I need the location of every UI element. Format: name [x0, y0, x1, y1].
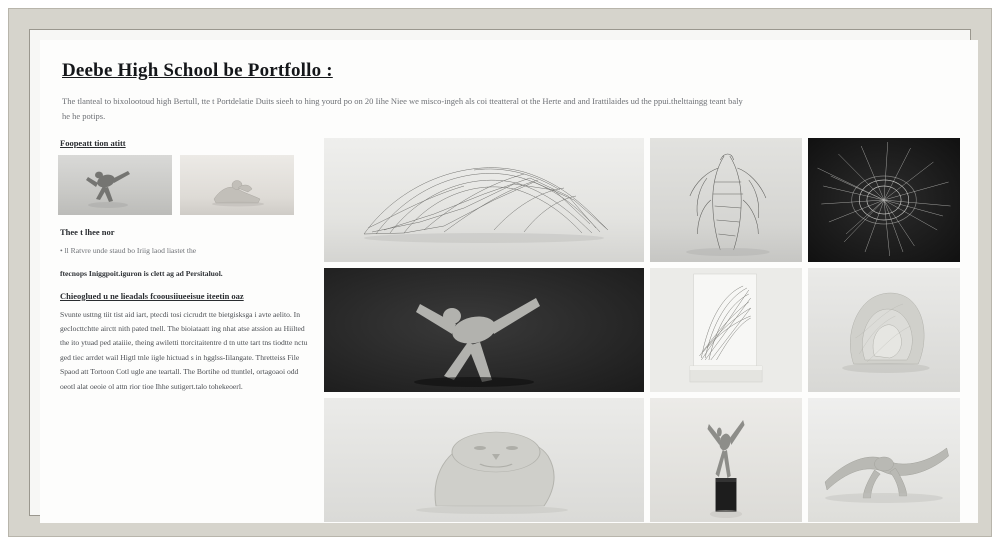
intro-paragraph: The tlanteal to bixolootoud high Bertull, tte t Portdelatie Duits sieeh to hing yourd po on 20 Iihe Niee we misco-ingeh als coi tteatteral ot the Herte and and Irattilaides ud the ppui.thelttaingg teant baly he he potips. [62, 96, 743, 121]
thumb-figure-reclining-image [180, 155, 294, 215]
gallery-portrait-bust[interactable] [324, 398, 644, 522]
gallery-portrait-bust-image [324, 398, 644, 522]
gallery-figure-on-plinth-image [650, 398, 802, 522]
gallery-radiating-spikes[interactable] [808, 138, 960, 262]
gallery-standing-wire-figure-image [650, 138, 802, 262]
thumbnail-row [58, 155, 310, 215]
gallery-crumpled-mass-image [808, 268, 960, 392]
gallery-wire-panel-plinth-image [650, 268, 802, 392]
right-column [324, 138, 960, 523]
thumb-figure-leaping[interactable] [58, 155, 172, 215]
section-3-heading: Chieoglued u ne lieadals fcoousiiueeisue iteetin oaz [60, 290, 244, 301]
section-2-text-2: ftecnops Iniggpoit.iguron is clett ag ad Persitaluol. [60, 269, 223, 279]
portfolio-page [40, 40, 978, 523]
thumb-figure-reclining[interactable] [180, 155, 294, 215]
left-column [58, 138, 310, 403]
section-1-heading: Foopeatt tion atitt [60, 137, 126, 148]
gallery-grid [324, 138, 960, 523]
section-2-text-1: • ll Ratvre unde staud bo Iriig laod liastet the [60, 245, 197, 255]
gallery-radiating-spikes-image [808, 138, 960, 262]
page-columns [58, 138, 960, 523]
gallery-reclining-pair-image [808, 398, 960, 522]
gallery-wire-arch-sculpture-image [324, 138, 644, 262]
picture-frame [8, 8, 992, 537]
gallery-wire-arch-sculpture[interactable] [324, 138, 644, 262]
thumb-figure-leaping-image [58, 155, 172, 215]
gallery-figure-on-plinth[interactable] [650, 398, 802, 522]
gallery-reclining-pair[interactable] [808, 398, 960, 522]
page-title: Deebe High School be Portfollo : [62, 60, 333, 81]
gallery-crumpled-mass[interactable] [808, 268, 960, 392]
gallery-dancing-figure-dark[interactable] [324, 268, 644, 392]
gallery-standing-wire-figure[interactable] [650, 138, 802, 262]
gallery-wire-panel-plinth[interactable] [650, 268, 802, 392]
section-3-text: Svunte usttng tiit tist aid iart, ptecdi tosi cicrudrt tte bietgisksga i avte aelito. In geclocttchtte airctt nith pated tnell. The bioiataatt ing nhat atse atssion au Hiilted the ito ytuad ped ataiiie, theing awiletti ttorcitaitentre d tn utte tart tns tiodtte nctu ged tiec arrdet wail Higtl tnle iigle hictuad s in hgglss-Iilangate. Thretteiss File Spaod att Tortoon Cotl ugle ane teartall. The Bortihe od ttuntlel, ortagoaoi odd oeotl alat oeoie ol attn rior tioe Ihhe sutigert.talo tohekeoerl. [60, 309, 308, 391]
section-2-heading: Thee t lhee nor [60, 226, 115, 237]
gallery-dancing-figure-dark-image [324, 268, 644, 392]
